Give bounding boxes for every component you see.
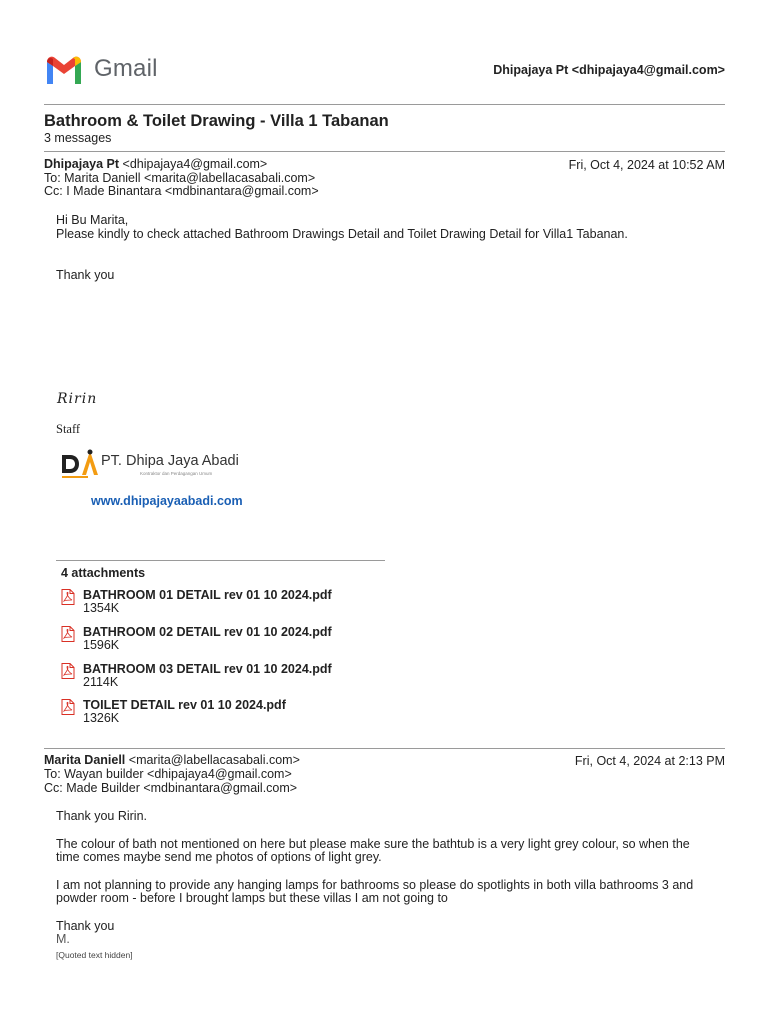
message-1-from [44,158,267,171]
message-1-date: Fri, Oct 4, 2024 at 10:52 AM [568,158,725,172]
pdf-icon [61,626,75,642]
message-divider [44,151,725,152]
sender-name: Dhipajaya Pt [44,157,120,171]
sender-email: <dhipajaya4@gmail.com> [122,157,268,171]
thread-subject: Bathroom & Toilet Drawing - Villa 1 Tabanan [44,112,389,130]
message-1-to: To: Marita Daniell <marita@labellacasabali.com> [44,171,316,185]
message-2-closing: Thank you [56,919,115,933]
message-2-cc: Cc: Made Builder <mdbinantara@gmail.com> [44,781,298,795]
attachment-item[interactable] [61,589,75,610]
gmail-m-icon [44,54,84,86]
attachment-size: 1326K [83,711,120,725]
message-2-body-line: powder room - before I brought lamps but these villas I am not going to [56,891,448,905]
message-count: 3 messages [44,131,112,145]
attachment-item[interactable] [61,626,75,647]
header-divider [44,104,725,105]
attachment-name[interactable]: BATHROOM 03 DETAIL rev 01 10 2024.pdf [83,662,332,676]
attachment-item[interactable] [61,663,75,684]
attachments-title: 4 attachments [61,566,146,580]
message-1-closing: Thank you [56,268,115,282]
message-2-body-line: The colour of bath not mentioned on here but please make sure the bathtub is a very light grey colour, so when the [56,837,690,851]
message-1-body: Please kindly to check attached Bathroom Drawings Detail and Toilet Drawing Detail for Villa1 Tabanan. [56,227,628,241]
quoted-text-toggle[interactable]: [Quoted text hidden] [56,950,133,960]
company-tagline: Kontraktor dan Perdagangan Umum [140,471,213,476]
message-2-date: Fri, Oct 4, 2024 at 2:13 PM [574,754,725,768]
pdf-icon [61,589,75,605]
message-2-initial: M. [56,932,70,946]
account-label: Dhipajaya Pt <dhipajaya4@gmail.com> [493,63,725,77]
message-1-greeting: Hi Bu Marita, [56,213,129,227]
attachments-divider [56,560,385,561]
company-name: PT. Dhipa Jaya Abadi [101,453,239,469]
signature-role: Staff [56,422,81,436]
attachment-name[interactable]: TOILET DETAIL rev 01 10 2024.pdf [83,698,286,712]
sender-name: Marita Daniell [44,753,126,767]
attachment-size: 1596K [83,638,120,652]
pdf-icon [61,699,75,715]
message-2-from [44,754,300,767]
gmail-wordmark: Gmail [94,55,158,82]
message-divider [44,748,725,749]
message-2-greeting: Thank you Ririn. [56,809,148,823]
attachment-size: 2114K [83,675,119,689]
sender-email: <marita@labellacasabali.com> [128,753,300,767]
attachment-size: 1354K [83,601,120,615]
message-1-cc: Cc: I Made Binantara <mdbinantara@gmail.com> [44,184,319,198]
signature-name: Ririn [57,391,98,407]
pdf-icon [61,663,75,679]
message-2-body-line: time comes maybe send me photos of options of light grey. [56,850,382,864]
attachment-name[interactable]: BATHROOM 01 DETAIL rev 01 10 2024.pdf [83,588,332,602]
attachment-item[interactable] [61,699,75,720]
company-logo-icon [60,447,100,479]
company-website-link[interactable]: www.dhipajayaabadi.com [91,494,243,508]
message-2-body-line: I am not planning to provide any hanging lamps for bathrooms so please do spotlights in both villa bathrooms 3 and [56,878,694,892]
message-2-to: To: Wayan builder <dhipajaya4@gmail.com> [44,767,292,781]
attachment-name[interactable]: BATHROOM 02 DETAIL rev 01 10 2024.pdf [83,625,332,639]
